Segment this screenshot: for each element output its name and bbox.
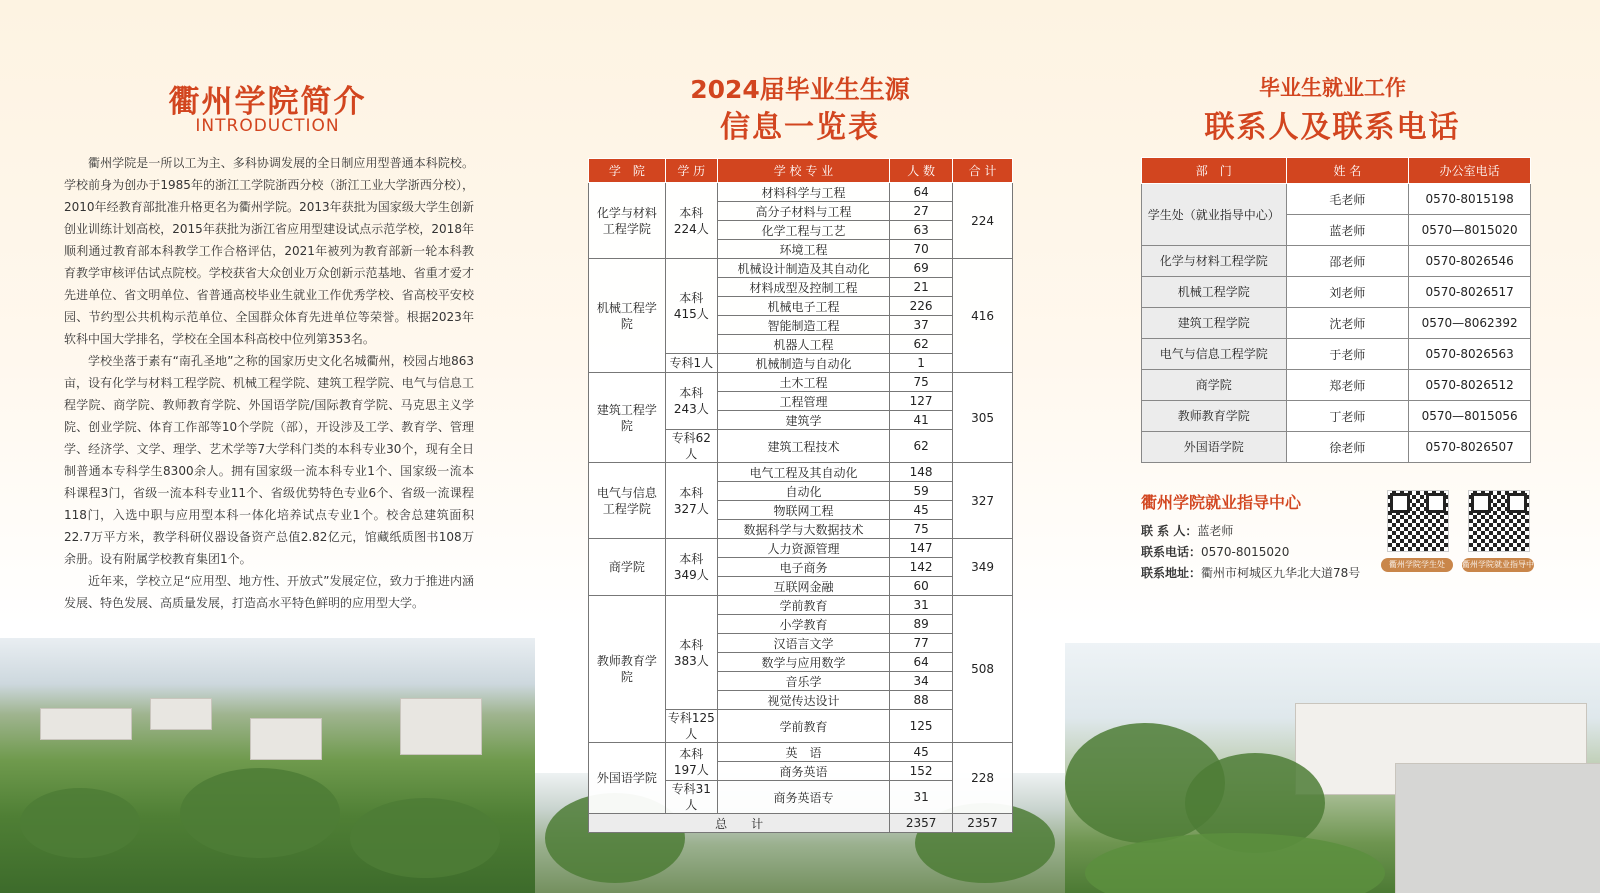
- qr-label: 衢州学院学生处: [1381, 558, 1453, 572]
- count-cell: 125: [890, 710, 953, 743]
- major-cell: 机械设计制造及其自动化: [717, 259, 889, 278]
- degree-level-cell: 专科31人: [665, 781, 717, 814]
- degree-level-cell: 本科 197人: [665, 743, 717, 781]
- column-header: 学 校 专 业: [717, 159, 889, 183]
- column-header: 人 数: [890, 159, 953, 183]
- major-cell: 物联网工程: [717, 501, 889, 520]
- total-row: [589, 814, 1013, 833]
- college-cell: 化学与材料工程学院: [589, 183, 666, 259]
- column-header: 部 门: [1142, 158, 1287, 184]
- phone-cell: 0570-8026512: [1409, 370, 1531, 401]
- intro-title: 衢州学院简介: [168, 84, 367, 120]
- count-cell: 31: [890, 596, 953, 615]
- major-cell: 建筑工程技术: [717, 430, 889, 463]
- count-cell: 69: [890, 259, 953, 278]
- contact-name-cell: 邵老师: [1286, 246, 1409, 277]
- table-row: [1142, 339, 1531, 370]
- major-cell: 机械制造与自动化: [717, 354, 889, 373]
- phone-cell: 0570-8026563: [1409, 339, 1531, 370]
- major-cell: 工程管理: [717, 392, 889, 411]
- count-cell: 147: [890, 539, 953, 558]
- column-header: 姓 名: [1286, 158, 1409, 184]
- major-cell: 人力资源管理: [717, 539, 889, 558]
- college-cell: 机械工程学院: [589, 259, 666, 373]
- table-header-row: [589, 159, 1013, 183]
- count-cell: 59: [890, 482, 953, 501]
- college-cell: 外国语学院: [589, 743, 666, 814]
- table-row: [1142, 246, 1531, 277]
- department-cell: 机械工程学院: [1142, 277, 1287, 308]
- major-cell: 高分子材料与工程: [717, 202, 889, 221]
- major-cell: 英 语: [717, 743, 889, 762]
- major-cell: 小学教育: [717, 615, 889, 634]
- table-row: [589, 373, 1013, 392]
- table-row: [1142, 277, 1531, 308]
- count-cell: 226: [890, 297, 953, 316]
- column-header: 办公室电话: [1409, 158, 1531, 184]
- count-cell: 142: [890, 558, 953, 577]
- major-cell: 学前教育: [717, 596, 889, 615]
- total-label: 总 计: [589, 814, 890, 833]
- major-cell: 机械电子工程: [717, 297, 889, 316]
- table-row: [1142, 308, 1531, 339]
- major-cell: 环境工程: [717, 240, 889, 259]
- major-cell: 学前教育: [717, 710, 889, 743]
- phone-cell: 0570—8015020: [1409, 215, 1531, 246]
- count-cell: 45: [890, 743, 953, 762]
- table-body: [1142, 184, 1531, 463]
- degree-level-cell: 专科125人: [665, 710, 717, 743]
- contact-name-cell: 于老师: [1286, 339, 1409, 370]
- degree-level-cell: 本科 243人: [665, 373, 717, 430]
- department-cell: 化学与材料工程学院: [1142, 246, 1287, 277]
- college-total-cell: 349: [953, 539, 1013, 596]
- college-cell: 教师教育学院: [589, 596, 666, 743]
- table-row: [1142, 432, 1531, 463]
- table-row: [1142, 401, 1531, 432]
- count-cell: 89: [890, 615, 953, 634]
- stats-panel: [535, 0, 1065, 893]
- contact-phone-label: 联系电话：: [1141, 545, 1202, 559]
- campus-aerial-photo: [0, 638, 535, 893]
- phone-cell: 0570-8026546: [1409, 246, 1531, 277]
- count-cell: 152: [890, 762, 953, 781]
- contact-person-value: 蓝老师: [1197, 524, 1234, 538]
- table-row: [1142, 184, 1531, 215]
- major-cell: 汉语言文学: [717, 634, 889, 653]
- contacts-panel: [1065, 0, 1600, 893]
- college-total-cell: 224: [953, 183, 1013, 259]
- contact-name-cell: 沈老师: [1286, 308, 1409, 339]
- count-cell: 70: [890, 240, 953, 259]
- stats-title-line2: 信息一览表: [720, 110, 880, 145]
- phone-cell: 0570-8015198: [1409, 184, 1531, 215]
- college-total-cell: 327: [953, 463, 1013, 539]
- major-cell: 机器人工程: [717, 335, 889, 354]
- major-cell: 材料成型及控制工程: [717, 278, 889, 297]
- department-cell: 建筑工程学院: [1142, 308, 1287, 339]
- contact-name-cell: 毛老师: [1286, 184, 1409, 215]
- column-header: 学 历: [665, 159, 717, 183]
- count-cell: 77: [890, 634, 953, 653]
- count-cell: 88: [890, 691, 953, 710]
- count-cell: 148: [890, 463, 953, 482]
- intro-subtitle: INTRODUCTION: [195, 116, 340, 136]
- campus-building-photo: [1065, 643, 1600, 893]
- major-cell: 土木工程: [717, 373, 889, 392]
- department-cell: 电气与信息工程学院: [1142, 339, 1287, 370]
- contact-name-cell: 刘老师: [1286, 277, 1409, 308]
- count-cell: 62: [890, 335, 953, 354]
- table-row: [589, 596, 1013, 615]
- phone-cell: 0570—8062392: [1409, 308, 1531, 339]
- graduate-source-table: [588, 158, 1013, 833]
- college-total-cell: 416: [953, 259, 1013, 373]
- table-row: [589, 743, 1013, 762]
- column-header: 学 院: [589, 159, 666, 183]
- intro-panel: [0, 0, 535, 893]
- major-cell: 商务英语专: [717, 781, 889, 814]
- count-cell: 75: [890, 373, 953, 392]
- count-cell: 63: [890, 221, 953, 240]
- college-total-cell: 508: [953, 596, 1013, 743]
- college-total-cell: 305: [953, 373, 1013, 463]
- qr-label: 衢州学院就业指导中心: [1462, 560, 1534, 583]
- contacts-title-line1: 毕业生就业工作: [1259, 76, 1406, 100]
- major-cell: 数据科学与大数据技术: [717, 520, 889, 539]
- career-center-title: 衢州学院就业指导中心: [1141, 493, 1302, 512]
- major-cell: 自动化: [717, 482, 889, 501]
- contact-name-cell: 丁老师: [1286, 401, 1409, 432]
- count-cell: 37: [890, 316, 953, 335]
- table-row: [1142, 370, 1531, 401]
- table-row: [589, 463, 1013, 482]
- college-cell: 电气与信息工程学院: [589, 463, 666, 539]
- table-row: [589, 539, 1013, 558]
- major-cell: 视觉传达设计: [717, 691, 889, 710]
- contact-phone-value: 0570-8015020: [1201, 545, 1290, 559]
- count-cell: 45: [890, 501, 953, 520]
- college-cell: 商学院: [589, 539, 666, 596]
- career-center-qr-code[interactable]: [1468, 490, 1530, 552]
- contact-name-cell: 蓝老师: [1286, 215, 1409, 246]
- department-cell: 商学院: [1142, 370, 1287, 401]
- count-cell: 60: [890, 577, 953, 596]
- major-cell: 电气工程及其自动化: [717, 463, 889, 482]
- count-cell: 27: [890, 202, 953, 221]
- intro-paragraph: 近年来，学校立足“应用型、地方性、开放式”发展定位，致力于推进内涵发展、特色发展、高质量发展，打造高水平特色鲜明的应用型大学。: [64, 574, 474, 610]
- phone-cell: 0570-8026517: [1409, 277, 1531, 308]
- degree-level-cell: 本科 383人: [665, 596, 717, 710]
- count-cell: 127: [890, 392, 953, 411]
- department-cell: 外国语学院: [1142, 432, 1287, 463]
- contact-name-cell: 徐老师: [1286, 432, 1409, 463]
- count-cell: 1: [890, 354, 953, 373]
- count-cell: 41: [890, 411, 953, 430]
- contact-address-label: 联系地址：: [1141, 566, 1202, 580]
- department-cell: 学生处（就业指导中心）: [1142, 184, 1287, 246]
- major-cell: 音乐学: [717, 672, 889, 691]
- table-row: [589, 259, 1013, 278]
- total-sum: 2357: [953, 814, 1013, 833]
- college-total-cell: 228: [953, 743, 1013, 814]
- count-cell: 31: [890, 781, 953, 814]
- stats-title-line1: 2024届毕业生生源: [690, 75, 910, 104]
- degree-level-cell: 本科 349人: [665, 539, 717, 596]
- intro-text: [64, 152, 474, 614]
- phone-cell: 0570—8015056: [1409, 401, 1531, 432]
- major-cell: 互联网金融: [717, 577, 889, 596]
- degree-level-cell: 本科 415人: [665, 259, 717, 354]
- contact-name-cell: 郑老师: [1286, 370, 1409, 401]
- contact-person-label: 联 系 人：: [1141, 524, 1198, 538]
- major-cell: 电子商务: [717, 558, 889, 577]
- major-cell: 智能制造工程: [717, 316, 889, 335]
- major-cell: 材料科学与工程: [717, 183, 889, 202]
- degree-level-cell: 本科 327人: [665, 463, 717, 539]
- phone-cell: 0570-8026507: [1409, 432, 1531, 463]
- total-count: 2357: [890, 814, 953, 833]
- count-cell: 21: [890, 278, 953, 297]
- student-affairs-qr-code[interactable]: [1387, 490, 1449, 552]
- count-cell: 34: [890, 672, 953, 691]
- major-cell: 数学与应用数学: [717, 653, 889, 672]
- intro-paragraph: 衢州学院是一所以工为主、多科协调发展的全日制应用型普通本科院校。学校前身为创办于1985年的浙江工学院浙西分校（浙江工业大学浙西分校），2010年经教育部批准升格更名为衢州学院。2013年获批为国家级大学生创新创业训练计划高校，2015年获批为浙江省应用型建设试点示范学校，2018年顺利通过教育部本科教学工作合格评估，2021年被列为教育部新一轮本科教育教学审核评估试点院校。学校获省大众创业万众创新示范基地、省重才爱才先进单位、省文明单位、省普通高校毕业生就业工作优秀学校、省高校平安校园、节约型公共机构示范单位、全国群众体育先进单位等荣誉。根据2023年软科中国大学排名，学校在全国本科高校中位列第353名。: [64, 156, 474, 346]
- table-body: [589, 183, 1013, 814]
- contact-address-value: 衢州市柯城区九华北大道78号: [1201, 566, 1361, 580]
- major-cell: 化学工程与工艺: [717, 221, 889, 240]
- major-cell: 商务英语: [717, 762, 889, 781]
- column-header: 合 计: [953, 159, 1013, 183]
- count-cell: 64: [890, 183, 953, 202]
- major-cell: 建筑学: [717, 411, 889, 430]
- count-cell: 75: [890, 520, 953, 539]
- table-row: [589, 183, 1013, 202]
- table-header-row: [1142, 158, 1531, 184]
- department-cell: 教师教育学院: [1142, 401, 1287, 432]
- intro-paragraph: 学校坐落于素有“南孔圣地”之称的国家历史文化名城衢州，校园占地863亩，设有化学与材料工程学院、机械工程学院、建筑工程学院、电气与信息工程学院、商学院、教师教育学院、外国语学院/国际教育学院、马克思主义学院、创业学院、体育工作部等10个学院（部），开设涉及工学、教育学、管理学、经济学、文学、理学、艺术学等7大学科门类的本科专业30个，现有全日制普通本专科学生8300余人。拥有国家级一流本科专业1个、国家级一流本科课程3门，省级一流本科专业11个、省级优势特色专业6个、省级一流课程118门，入选中职与应用型本科一体化培养试点专业1个。校舍总建筑面积22.7万平方米，教学科研仪器设备资产总值2.82亿元，馆藏纸质图书108万余册。设有附属学校教育集团1个。: [64, 354, 474, 566]
- degree-level-cell: 专科62人: [665, 430, 717, 463]
- college-cell: 建筑工程学院: [589, 373, 666, 463]
- count-cell: 62: [890, 430, 953, 463]
- contacts-table: [1141, 157, 1531, 463]
- degree-level-cell: 本科 224人: [665, 183, 717, 259]
- degree-level-cell: 专科1人: [665, 354, 717, 373]
- contacts-title-line2: 联系人及联系电话: [1204, 110, 1461, 145]
- count-cell: 64: [890, 653, 953, 672]
